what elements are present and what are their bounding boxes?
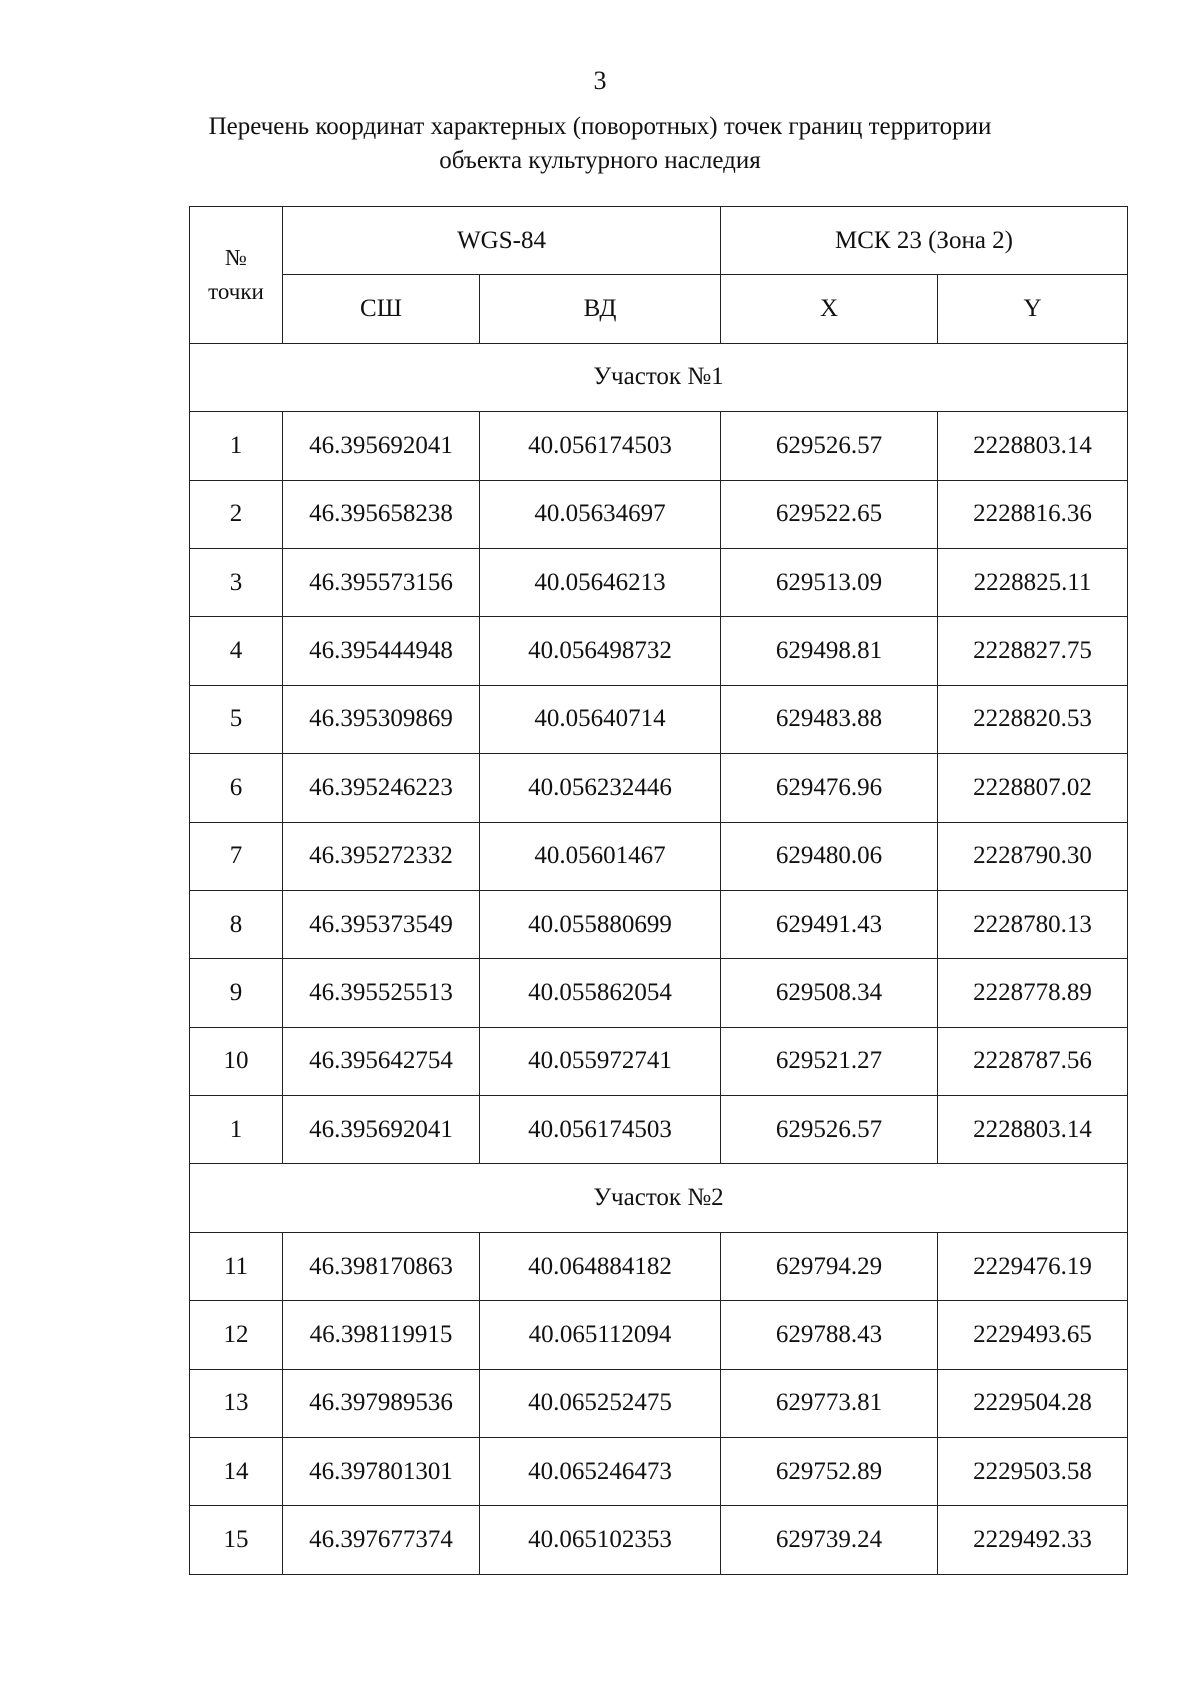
x-cell: 629483.88 <box>721 685 938 753</box>
latitude-cell: 46.395692041 <box>283 412 480 480</box>
table-row <box>190 959 1128 1027</box>
latitude-cell: 46.397677374 <box>283 1506 480 1574</box>
point-number-cell: 11 <box>190 1232 283 1300</box>
table-row <box>190 617 1128 685</box>
document-title-line-1: Перечень координат характерных (поворотных) точек границ территории <box>208 113 992 140</box>
point-number-cell: 10 <box>190 1027 283 1095</box>
y-cell: 2229492.33 <box>938 1506 1128 1574</box>
x-cell: 629498.81 <box>721 617 938 685</box>
y-cell: 2229503.58 <box>938 1438 1128 1506</box>
table-body <box>190 343 1128 1574</box>
longitude-cell: 40.055862054 <box>480 959 721 1027</box>
section-row <box>190 1164 1128 1232</box>
section-title: Участок №1 <box>190 343 1128 411</box>
latitude-cell: 46.395573156 <box>283 548 480 616</box>
longitude-cell: 40.056174503 <box>480 412 721 480</box>
x-cell: 629521.27 <box>721 1027 938 1095</box>
longitude-cell: 40.05646213 <box>480 548 721 616</box>
y-cell: 2228787.56 <box>938 1027 1128 1095</box>
table-row <box>190 1096 1128 1164</box>
y-cell: 2228825.11 <box>938 548 1128 616</box>
point-number-cell: 12 <box>190 1301 283 1369</box>
latitude-cell: 46.395373549 <box>283 890 480 958</box>
point-number-cell: 8 <box>190 890 283 958</box>
table-row <box>190 1438 1128 1506</box>
y-cell: 2228803.14 <box>938 1096 1128 1164</box>
x-cell: 629513.09 <box>721 548 938 616</box>
section-row <box>190 343 1128 411</box>
point-number-cell: 1 <box>190 1096 283 1164</box>
longitude-cell: 40.056498732 <box>480 617 721 685</box>
point-number-cell: 7 <box>190 822 283 890</box>
point-number-cell: 5 <box>190 685 283 753</box>
x-cell: 629752.89 <box>721 1438 938 1506</box>
y-cell: 2228827.75 <box>938 617 1128 685</box>
longitude-cell: 40.065112094 <box>480 1301 721 1369</box>
table-row <box>190 890 1128 958</box>
latitude-cell: 46.395444948 <box>283 617 480 685</box>
latitude-header: СШ <box>283 275 480 343</box>
longitude-cell: 40.05640714 <box>480 685 721 753</box>
longitude-cell: 40.064884182 <box>480 1232 721 1300</box>
x-cell: 629526.57 <box>721 1096 938 1164</box>
section-title: Участок №2 <box>190 1164 1128 1232</box>
y-cell: 2229476.19 <box>938 1232 1128 1300</box>
x-cell: 629739.24 <box>721 1506 938 1574</box>
table-row <box>190 822 1128 890</box>
x-header: X <box>721 275 938 343</box>
latitude-cell: 46.395658238 <box>283 480 480 548</box>
y-cell: 2228816.36 <box>938 480 1128 548</box>
msk23-group-header: МСК 23 (Зона 2) <box>721 207 1128 275</box>
table-row <box>190 1301 1128 1369</box>
latitude-cell: 46.397801301 <box>283 1438 480 1506</box>
point-number-cell: 4 <box>190 617 283 685</box>
latitude-cell: 46.398119915 <box>283 1301 480 1369</box>
point-number-cell: 3 <box>190 548 283 616</box>
latitude-cell: 46.397989536 <box>283 1369 480 1437</box>
longitude-cell: 40.065252475 <box>480 1369 721 1437</box>
longitude-cell: 40.05634697 <box>480 480 721 548</box>
point-number-cell: 15 <box>190 1506 283 1574</box>
table-row <box>190 548 1128 616</box>
x-cell: 629480.06 <box>721 822 938 890</box>
y-cell: 2228803.14 <box>938 412 1128 480</box>
longitude-cell: 40.056174503 <box>480 1096 721 1164</box>
x-cell: 629476.96 <box>721 754 938 822</box>
point-number-cell: 6 <box>190 754 283 822</box>
table-row <box>190 480 1128 548</box>
latitude-cell: 46.395309869 <box>283 685 480 753</box>
y-cell: 2228820.53 <box>938 685 1128 753</box>
y-cell: 2228780.13 <box>938 890 1128 958</box>
table-header-row-1 <box>190 207 1128 275</box>
point-number-cell: 2 <box>190 480 283 548</box>
x-cell: 629773.81 <box>721 1369 938 1437</box>
point-number-cell: 13 <box>190 1369 283 1437</box>
point-number-header <box>190 207 283 344</box>
table-row <box>190 685 1128 753</box>
x-cell: 629522.65 <box>721 480 938 548</box>
wgs84-group-header: WGS-84 <box>283 207 721 275</box>
longitude-cell: 40.065246473 <box>480 1438 721 1506</box>
latitude-cell: 46.395692041 <box>283 1096 480 1164</box>
y-cell: 2228778.89 <box>938 959 1128 1027</box>
latitude-cell: 46.395642754 <box>283 1027 480 1095</box>
table-row <box>190 1506 1128 1574</box>
document-title <box>150 110 1050 178</box>
table-row <box>190 412 1128 480</box>
y-cell: 2229504.28 <box>938 1369 1128 1437</box>
point-number-header-line-1: № <box>225 244 247 270</box>
x-cell: 629526.57 <box>721 412 938 480</box>
x-cell: 629491.43 <box>721 890 938 958</box>
point-number-cell: 14 <box>190 1438 283 1506</box>
longitude-cell: 40.05601467 <box>480 822 721 890</box>
point-number-cell: 9 <box>190 959 283 1027</box>
table-row <box>190 1027 1128 1095</box>
table-header-row-2 <box>190 275 1128 343</box>
longitude-cell: 40.056232446 <box>480 754 721 822</box>
longitude-cell: 40.065102353 <box>480 1506 721 1574</box>
point-number-cell: 1 <box>190 412 283 480</box>
point-number-header-line-2: точки <box>208 278 264 304</box>
table-row <box>190 1232 1128 1300</box>
longitude-cell: 40.055880699 <box>480 890 721 958</box>
table-row <box>190 754 1128 822</box>
table-row <box>190 1369 1128 1437</box>
x-cell: 629788.43 <box>721 1301 938 1369</box>
document-title-line-2: объекта культурного наследия <box>439 147 761 174</box>
y-cell: 2228807.02 <box>938 754 1128 822</box>
y-cell: 2228790.30 <box>938 822 1128 890</box>
x-cell: 629794.29 <box>721 1232 938 1300</box>
latitude-cell: 46.398170863 <box>283 1232 480 1300</box>
longitude-header: ВД <box>480 275 721 343</box>
coordinates-table <box>189 206 1128 1575</box>
page-number: 3 <box>593 66 607 95</box>
x-cell: 629508.34 <box>721 959 938 1027</box>
latitude-cell: 46.395272332 <box>283 822 480 890</box>
latitude-cell: 46.395246223 <box>283 754 480 822</box>
latitude-cell: 46.395525513 <box>283 959 480 1027</box>
y-cell: 2229493.65 <box>938 1301 1128 1369</box>
longitude-cell: 40.055972741 <box>480 1027 721 1095</box>
y-header: Y <box>938 275 1128 343</box>
